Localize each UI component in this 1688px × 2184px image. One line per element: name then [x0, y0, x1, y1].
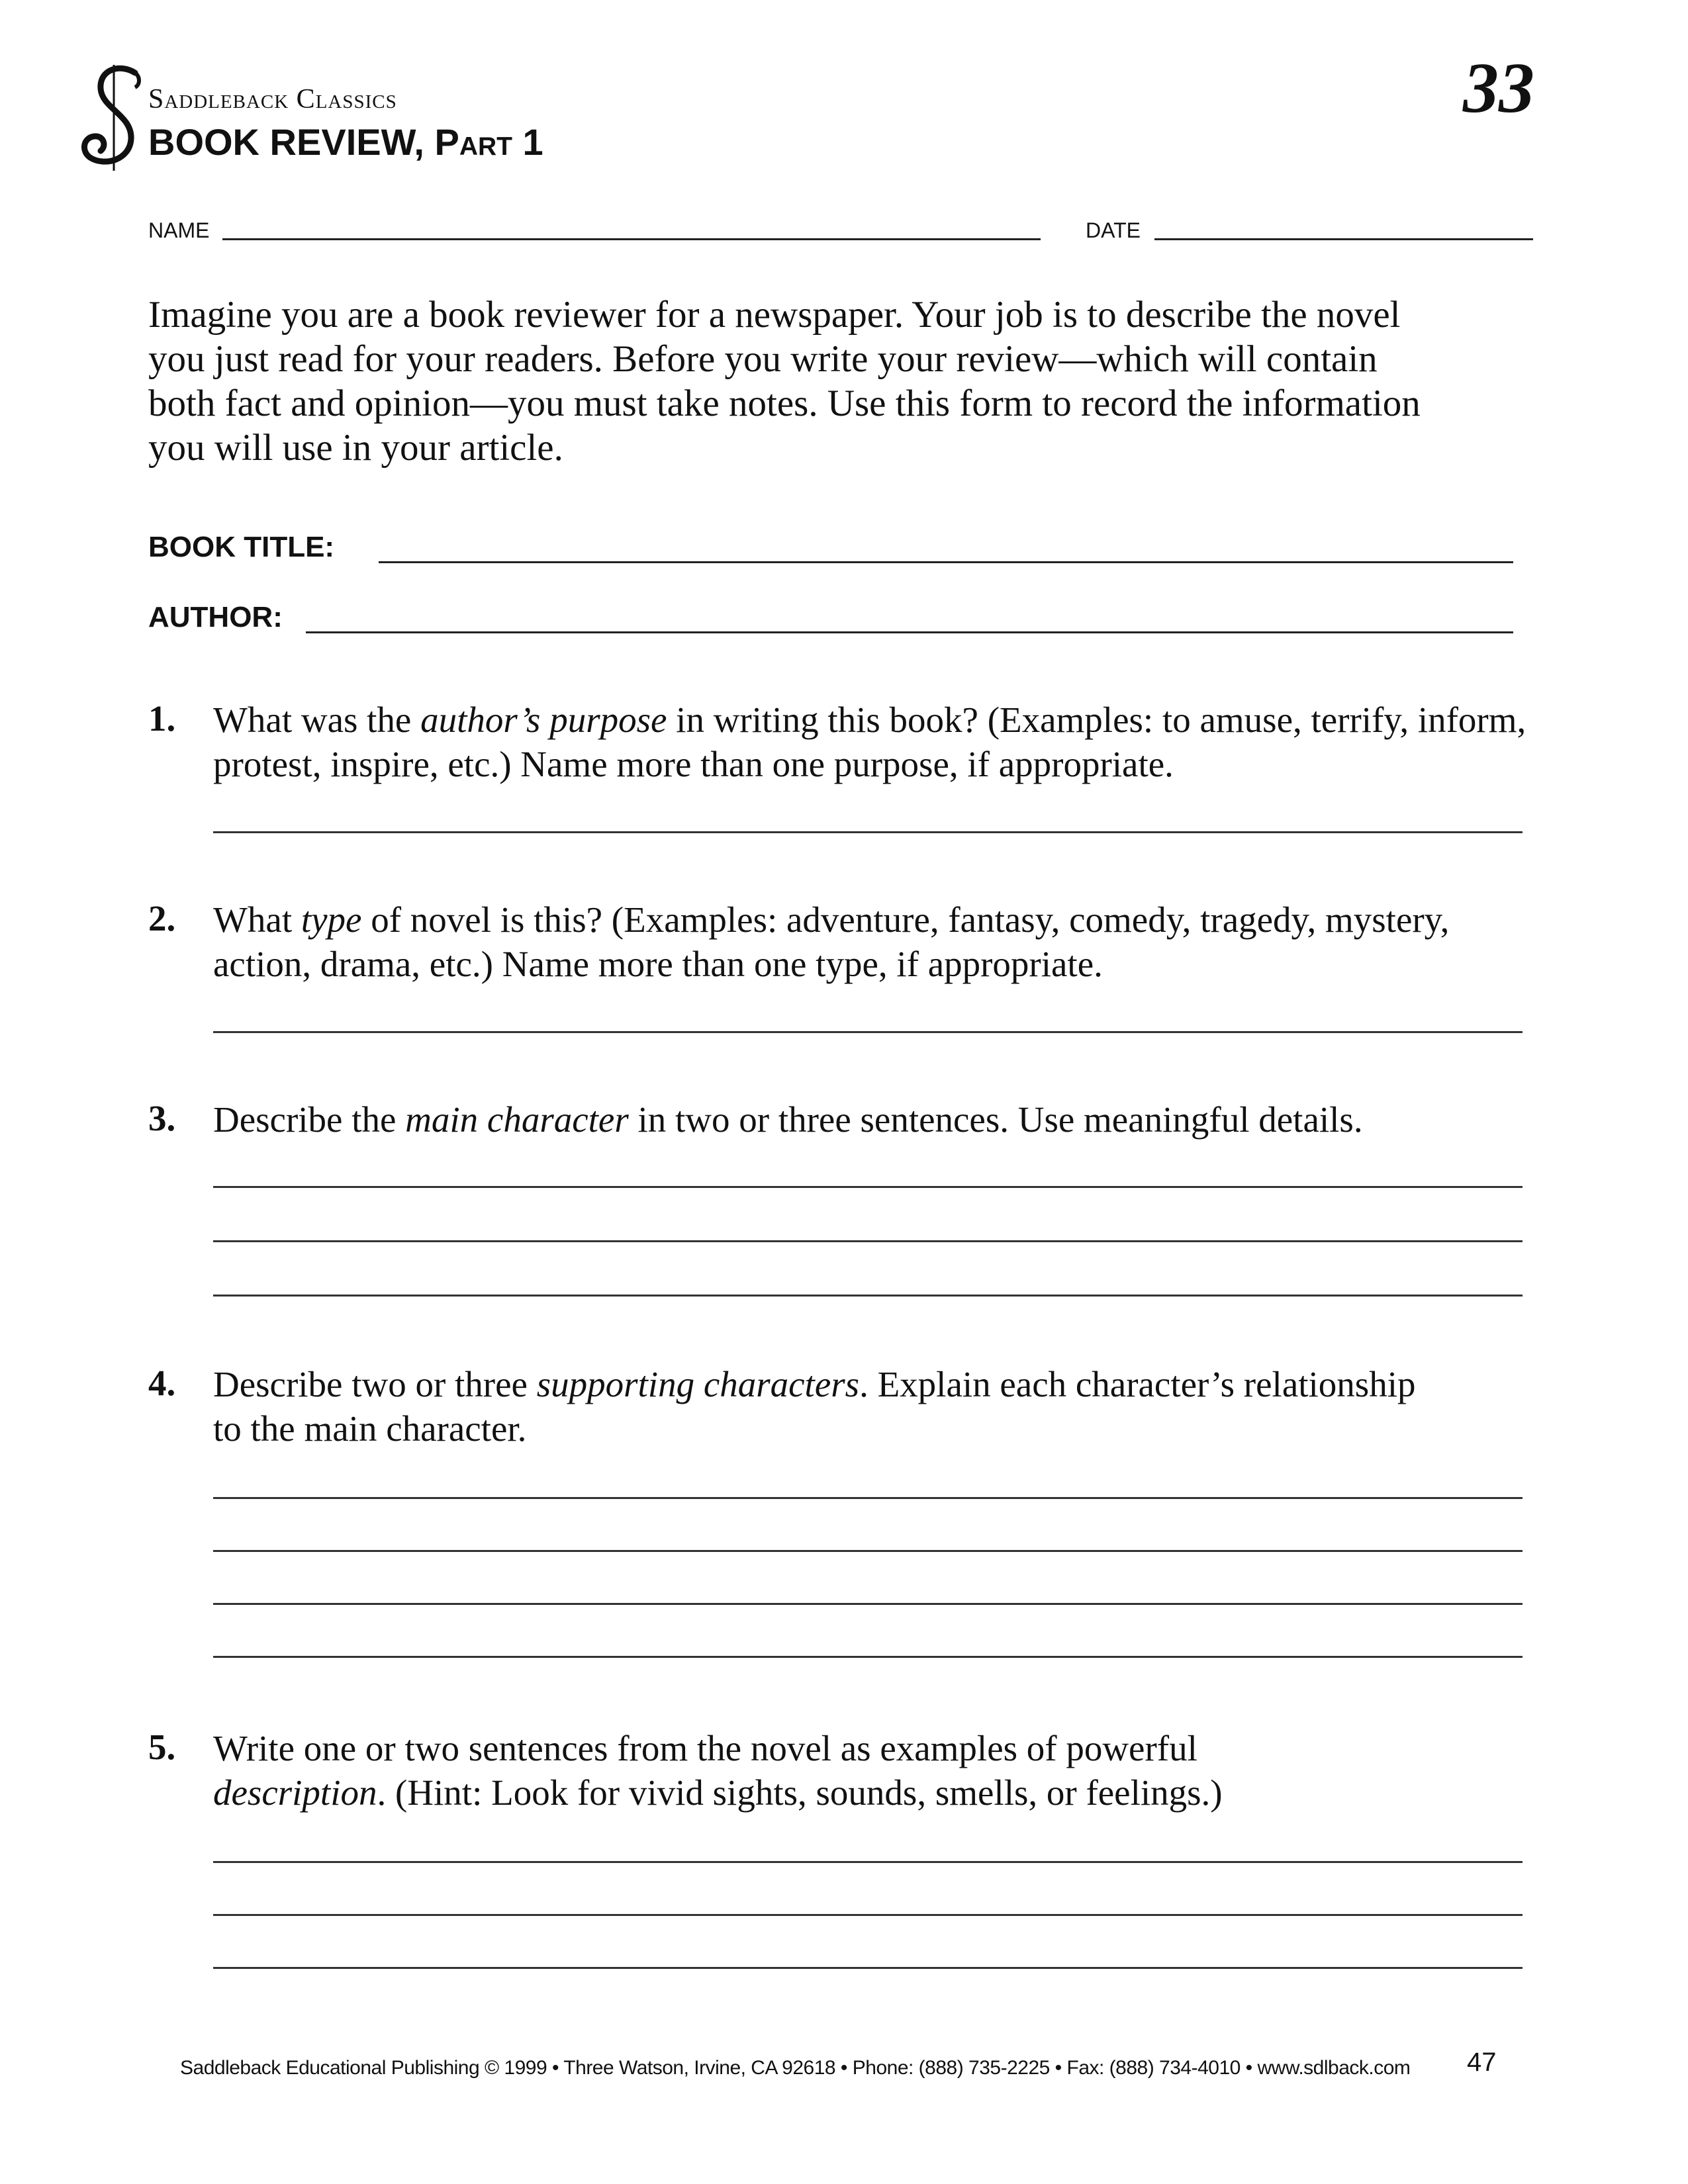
answer-line[interactable]: [213, 1240, 1523, 1242]
title-main: BOOK REVIEW,: [148, 121, 424, 163]
worksheet-title: [148, 120, 543, 163]
question-text: Describe two or three supporting characters. Explain each character’s relationship to the main character.: [213, 1364, 1416, 1449]
series-name: Saddleback Classics: [148, 84, 397, 114]
question-text: Write one or two sentences from the novel as examples of powerful description. (Hint: Look for vivid sights, sounds, smells, or feelings.): [213, 1728, 1223, 1813]
question-number: 1.: [148, 698, 176, 739]
book-title-line[interactable]: [379, 561, 1513, 563]
title-part: Part 1: [434, 121, 543, 163]
answer-line[interactable]: [213, 1914, 1523, 1916]
answer-line[interactable]: [213, 1550, 1523, 1552]
answer-line[interactable]: [213, 1186, 1523, 1188]
answer-line[interactable]: [213, 1031, 1523, 1033]
date-line[interactable]: [1154, 238, 1533, 240]
question-text: Describe the main character in two or three sentences. Use meaningful details.: [213, 1099, 1363, 1140]
name-line[interactable]: [222, 238, 1041, 240]
book-title-label: BOOK TITLE:: [148, 531, 335, 563]
answer-line[interactable]: [213, 1967, 1523, 1969]
answer-line[interactable]: [213, 1603, 1523, 1605]
author-line[interactable]: [306, 631, 1513, 633]
question-number: 4.: [148, 1363, 176, 1403]
question-text: What type of novel is this? (Examples: adventure, fantasy, comedy, tragedy, mystery, action, drama, etc.) Name more than one type, if appropriate.: [213, 899, 1450, 984]
answer-line[interactable]: [213, 1295, 1523, 1297]
footer-page-number: 47: [1467, 2048, 1497, 2077]
name-label: NAME: [148, 218, 210, 242]
answer-line[interactable]: [213, 1497, 1523, 1499]
author-label: AUTHOR:: [148, 601, 283, 633]
answer-line[interactable]: [213, 831, 1523, 833]
date-label: DATE: [1086, 218, 1141, 242]
question-number: 3.: [148, 1098, 176, 1138]
saddleback-logo: [74, 61, 154, 173]
intro-paragraph: Imagine you are a book reviewer for a newspaper. Your job is to describe the novel you just read for your readers. Before you write your review—which will contain both fact and opinion—you must take notes. Use this form to record the information you will use in your article.: [148, 294, 1421, 469]
footer-publisher: Saddleback Educational Publishing © 1999 • Three Watson, Irvine, CA 92618 • Phone: (888) 735-2225 • Fax: (888) 734-4010 • www.sdlback.com: [180, 2057, 1411, 2079]
question-number: 5.: [148, 1727, 176, 1767]
answer-line[interactable]: [213, 1861, 1523, 1863]
question-number: 2.: [148, 898, 176, 938]
answer-line[interactable]: [213, 1656, 1523, 1658]
question-text: What was the author’s purpose in writing this book? (Examples: to amuse, terrify, inform, protest, inspire, etc.) Name more than one purpose, if appropriate.: [213, 700, 1526, 784]
worksheet-number: 33: [1463, 49, 1534, 128]
